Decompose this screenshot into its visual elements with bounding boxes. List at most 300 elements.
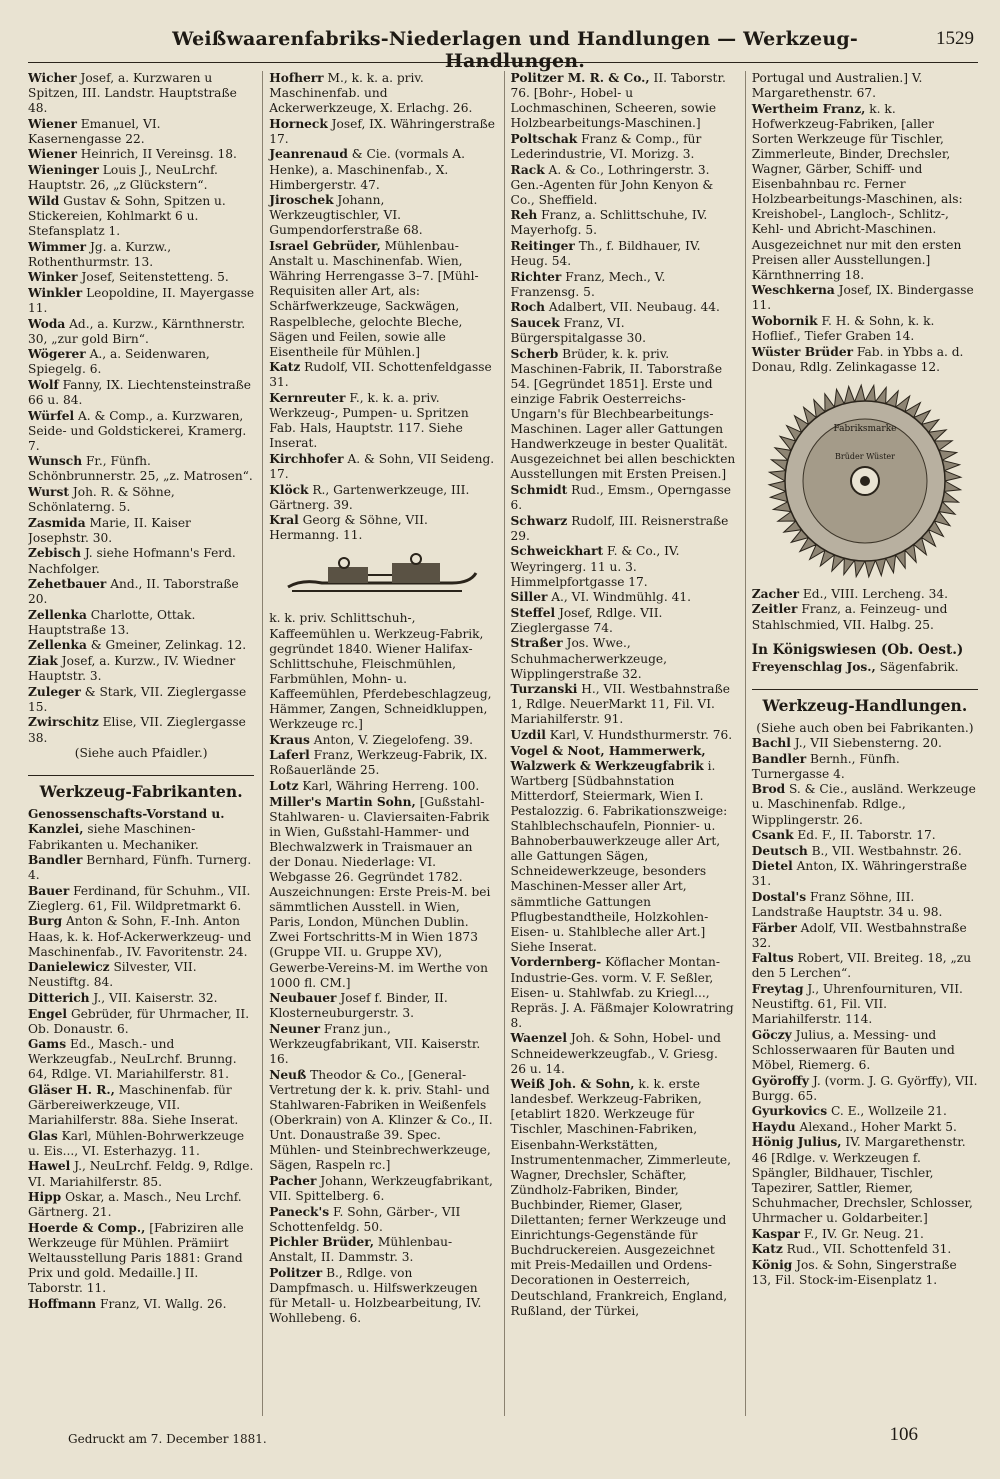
entry-text: Silvester, VII. Neustiftg. 84.: [28, 960, 197, 990]
entry-text: Franz jun., Werkzeugfabrikant, VII. Kaiserstr. 16.: [269, 1021, 481, 1067]
directory-entry: [511, 71, 737, 131]
entry-name: Hönig Julius,: [751, 1135, 842, 1150]
directory-entry: [28, 1221, 254, 1296]
entry-name: Neuner: [269, 1021, 321, 1036]
entry-name: Horneck: [269, 116, 328, 131]
entry-text: Sägenfabrik.: [879, 659, 959, 674]
entry-name: Uzdil: [510, 728, 546, 743]
directory-entry: [269, 779, 495, 794]
saw-label: Fabriksmarke: [833, 423, 897, 434]
entry-text: Josef, a. Kurzwaren u Spitzen, III. Landstr. Hauptstraße 48.: [28, 71, 237, 116]
directory-entry: [269, 795, 495, 991]
entry-name: Haydu: [751, 1119, 796, 1134]
entry-name: König: [751, 1257, 793, 1272]
entry-name: Wobornik: [751, 314, 818, 328]
entry-name: Zwirschitz: [28, 715, 99, 730]
column-1: [28, 71, 254, 1416]
entry-text: Ad., a. Kurzw., Kärnthnerstr. 30, „zur gold Birn“.: [28, 316, 246, 346]
entry-name: Csank: [751, 828, 794, 843]
entry-text: Louis J., NeuLrchf. Hauptstr. 26, „z Glückstern“.: [28, 163, 218, 193]
directory-entry: [511, 483, 737, 513]
entry-name: Bauer: [28, 883, 70, 898]
directory-entry: [28, 991, 254, 1006]
entry-name: Kaspar: [751, 1226, 800, 1241]
entry-name: Waenzel: [510, 1031, 567, 1046]
entry-text: Köflacher Montan-Industrie-Ges. vorm. V. F. Seßler, Eisen- u. Stahlwfab. zu Kriegl..., Repräs. J. A. Fäßmajer Kolowratring 8.: [510, 955, 734, 1030]
entry-name: Zellenka: [28, 638, 87, 653]
directory-entry: [28, 194, 254, 239]
directory-entry: [28, 1007, 254, 1037]
entry-name: Neubauer: [269, 991, 337, 1006]
directory-entry: [752, 752, 978, 782]
directory-entry: [28, 1037, 254, 1082]
directory-entry: [752, 602, 978, 632]
entry-name: Wieninger: [28, 163, 99, 178]
entry-name: Israel Gebrüder,: [269, 239, 381, 254]
entry-text: Mühlenbau-Anstalt u. Maschinenfab. Wien, Währing Herrengasse 3–7. [Mühl-Requisiten aller Art, als: Schärfwerkzeuge, Sackwägen, Raspelbleche, gelochte Bleche, Sägen und Feilen, sowie alle Eisentheile für Mühlen.]: [269, 239, 479, 359]
circular-saw-trademark-illustration: [765, 381, 965, 581]
entry-text: Anton, IX. Währingerstraße 31.: [751, 859, 967, 889]
entry-name: Hipp: [28, 1190, 62, 1205]
directory-entry: [28, 286, 254, 316]
entry-text: Joh. R. & Söhne, Schönlaterng. 5.: [28, 485, 175, 515]
entry-text: S. & Cie., ausländ. Werkzeuge u. Maschinenfab. Rdlge., Wipplingerstr. 26.: [751, 782, 976, 827]
entry-name: Wicher: [28, 71, 77, 85]
directory-entry: [269, 147, 495, 192]
directory-entry: [511, 514, 737, 544]
entry-text: [Gußstahl-Stahlwaren- u. Claviersaiten-Fabrik in Wien, Gußstahl-Hammer- und Blechwalzwerk in Traismauer an der Donau. Niederlage: VI. Webgasse 26. Gegründet 1782. Auszeichnungen: Erste Preis-M. bei sämmtlichen Ausstell. in Wien, Paris, London, München Dublin. Zwei Fortschritts-M in Wien 1873 (Gruppe VII. u. Gruppe XV), Gewerbe-Vereins-M. im Werthe von 1000 fl. CM.]: [269, 794, 491, 990]
sheet-number: 106: [889, 1424, 918, 1445]
entry-text: k. k. Hofwerkzeug-Fabriken, [aller Sorten Werkzeuge für Tischler, Zimmerleute, Binder, Drechsler, Wagner, Gärber, Schiff- und Eisenbahnbau rc. Ferner Holzbearbeitungs-Maschinen, als: Kreishobel-, Langloch-, Schlitz-, Kehl- und Abricht-Maschinen. Ausgezeichnet nur mit den ersten Preisen aller Ausstellungen.] Kärnthnerring 18.: [751, 101, 963, 282]
entry-text: Gebrüder, für Uhrmacher, II. Ob. Donaustr. 6.: [28, 1006, 250, 1036]
entry-name: Burg: [28, 914, 63, 929]
column-4-entries: [752, 71, 978, 375]
entry-text: A. & Comp., a. Kurzwaren, Seide- und Goldstickerei, Kramerg. 7.: [28, 408, 247, 453]
column-3: [504, 71, 737, 1416]
entry-name: Politzer: [269, 1265, 323, 1280]
entry-name: Steffel: [510, 605, 556, 620]
entry-text: Ed. F., II. Taborstr. 17.: [797, 828, 936, 843]
entry-text: Fr., Fünfh. Schönbrunnerstr. 25, „z. Matrosen“.: [28, 454, 253, 484]
directory-entry: [511, 590, 737, 605]
entry-text: Rud., Emsm., Operngasse 6.: [510, 483, 731, 513]
directory-entry: [752, 1242, 978, 1257]
entry-text: B., Rdlge. von Dampfmasch. u. Hilfswerkzeugen für Metall- u. Holzbearbeitung, IV. Wohllebeng. 6.: [269, 1265, 482, 1326]
directory-entry: [752, 951, 978, 981]
entry-name: Wiener: [28, 147, 77, 162]
directory-entry: [28, 163, 254, 193]
entry-text: Karl, Währing Herreng. 100.: [302, 778, 480, 793]
directory-entry: [28, 960, 254, 990]
entry-name: Göczy: [751, 1027, 792, 1042]
directory-entry: [752, 859, 978, 889]
entry-text: Marie, II. Kaiser Josephstr. 30.: [28, 515, 191, 545]
directory-entry: [511, 682, 737, 727]
entry-text: Fab. in Ybbs a. d. Donau, Rdlg. Zelinkagasse 12.: [751, 344, 964, 374]
entry-text: A. & Sohn, VII Seideng. 17.: [269, 451, 495, 481]
entry-text: Josef, IX. Währingerstraße 17.: [269, 116, 496, 146]
entry-text: B., VII. Westbahnstr. 26.: [811, 843, 962, 858]
entry-text: Josef, Rdlge. VII. Zieglergasse 74.: [510, 605, 663, 635]
column-2-entries-after: [269, 733, 495, 1327]
entry-name: Färber: [751, 920, 797, 935]
directory-entry: [752, 71, 978, 101]
entry-name: Laferl: [269, 748, 310, 763]
directory-entry: [28, 1159, 254, 1189]
see-also-note: (Siehe auch Pfaidler.): [74, 746, 208, 761]
entry-text: Fanny, IX. Liechtensteinstraße 66 u. 84.: [28, 377, 251, 407]
entry-name: Winkler: [28, 285, 83, 300]
entry-text: & Gmeiner, Zelinkag. 12.: [90, 638, 247, 653]
directory-entry: [752, 982, 978, 1027]
entry-text: Emanuel, VI. Kasernengasse 22.: [28, 116, 161, 146]
directory-entry: [269, 239, 495, 360]
entry-text: H., VII. Westbahnstraße 1, Rdlge. NeuerMarkt 11, Fil. VI. Mariahilferstr. 91.: [510, 682, 730, 727]
entry-name: Zehetbauer: [28, 577, 107, 592]
column-2-entries: [269, 71, 495, 543]
entry-name: Wiener: [28, 116, 77, 131]
directory-entry: [511, 132, 737, 162]
directory-entry: [511, 163, 737, 208]
print-date: Gedruckt am 7. December 1881.: [68, 1432, 267, 1446]
entry-name: Gyurkovics: [751, 1104, 828, 1119]
entry-name: Vordernberg-: [510, 955, 602, 970]
entry-name: Zebisch: [28, 546, 81, 561]
directory-entry: [269, 1174, 495, 1204]
saw-center-text: Brüder Wüster: [834, 451, 895, 461]
entry-name: Genossenschafts-Vorstand u. Kanzlei,: [28, 807, 225, 837]
directory-entry: [752, 1227, 978, 1242]
entry-name: Reh: [510, 208, 538, 223]
entry-text: Jg. a. Kurzw., Rothenthurmstr. 13.: [28, 239, 172, 269]
directory-entry: [28, 485, 254, 515]
entry-text: Franz, VI. Bürgerspitalgasse 30.: [510, 316, 647, 346]
entry-text: Brüder, k. k. priv. Maschinen-Fabrik, II. Taborstraße 54. [Gegründet 1851]. Erste und einzige Fabrik Oesterreichs-Ungarn's für Blechbearbeitungs-Maschinen. Lager aller Gattungen Handwerkzeuge in bester Qualität. Ausgezeichnet bei allen beschickten Ausstellungen mit Ersten Preisen.]: [510, 346, 736, 482]
entry-text: A., a. Seidenwaren, Spiegelg. 6.: [28, 347, 210, 377]
entry-name: Saucek: [510, 316, 560, 330]
entry-text: J., VII. Kaiserstr. 32.: [93, 990, 218, 1005]
entry-name: Gläser H. R.,: [28, 1083, 115, 1097]
directory-entry: [28, 1129, 254, 1159]
entry-text: R., Gartenwerkzeuge, III. Gärtnerg. 39.: [269, 482, 470, 512]
directory-entry: [752, 1104, 978, 1119]
entry-name: Roch: [510, 300, 546, 315]
directory-entry: [752, 1258, 978, 1288]
entry-text: Oskar, a. Masch., Neu Lrchf. Gärtnerg. 21.: [28, 1190, 242, 1220]
entry-name: Dostal's: [751, 889, 807, 904]
entry-text: Franz, a. Feinzeug- und Stahlschmied, VII. Halbg. 25.: [751, 602, 948, 632]
directory-entry: [752, 1074, 978, 1104]
entry-name: Zasmida: [28, 515, 86, 530]
entry-name: Freytag: [751, 982, 804, 997]
entry-name: Siller: [510, 590, 548, 605]
entry-text: J. siehe Hofmann's Ferd. Nachfolger.: [28, 546, 236, 576]
directory-entry: [511, 955, 737, 1030]
entry-text: Joh. & Sohn, Hobel- und Schneidewerkzeugfab., V. Griesg. 26 u. 14.: [510, 1031, 721, 1076]
entry-name: Hawel: [28, 1159, 71, 1174]
entry-name: Winker: [28, 270, 78, 285]
entry-text: F. H. & Sohn, k. k. Hoflief., Tiefer Graben 14.: [751, 314, 935, 344]
entry-text: Franz & Comp., für Lederindustrie, VI. Morizg. 3.: [510, 131, 702, 161]
directory-entry: [28, 1083, 254, 1128]
entry-name: Bandler: [28, 853, 83, 868]
directory-entry: [752, 283, 978, 313]
entry-text: Franz, VI. Wallg. 26.: [100, 1296, 227, 1311]
entry-text: Julius, a. Messing- und Schlosserwaaren für Bauten und Möbel, Riemerg. 6.: [751, 1027, 955, 1072]
entry-text: Josef, IX. Bindergasse 11.: [751, 283, 974, 313]
column-4-entries-after: [752, 587, 978, 633]
entry-text: Josef, Seitenstetteng. 5.: [81, 270, 229, 285]
entry-text: Franz, Mech., V. Franzensg. 5.: [510, 269, 666, 299]
entry-name: Engel: [28, 1006, 68, 1021]
entry-text: M., k. k. a. priv. Maschinenfab. und Ackerwerkzeuge, X. Erlachg. 26.: [269, 71, 473, 116]
directory-entry: [752, 1135, 978, 1226]
entry-text: F., k. k. a. priv. Werkzeug-, Pumpen- u. Spritzen Fab. Hals, Hauptstr. 117. Siehe Inserat.: [269, 390, 469, 451]
entry-name: Wögerer: [28, 347, 86, 362]
entry-name: Wolf: [28, 377, 59, 392]
entry-name: Katz: [751, 1242, 783, 1257]
entry-name: Reitinger: [510, 239, 575, 254]
entry-name: Poltschak: [510, 131, 578, 146]
entry-name: Pichler Brüder,: [269, 1235, 375, 1250]
directory-entry: [28, 1297, 254, 1312]
entry-text: Gustav & Sohn, Spitzen u. Stickereien, Kohlmarkt 6 u. Stefansplatz 1.: [28, 193, 226, 238]
entry-text: Portugal und Australien.] V. Margarethenstr. 67.: [751, 71, 923, 101]
entry-name: Jiroschek: [269, 193, 334, 208]
directory-entry: [511, 1031, 737, 1076]
column-2: [262, 71, 495, 1416]
entry-name: Wurst: [28, 485, 69, 500]
directory-entry: [269, 1205, 495, 1235]
entry-text: Robert, VII. Breiteg. 18, „zu den 5 Lerchen“.: [751, 951, 972, 981]
entry-name: Neuß: [269, 1067, 307, 1082]
directory-entry: [752, 921, 978, 951]
entry-text: Rudolf, III. Reisnerstraße 29.: [510, 513, 729, 543]
entry-text: II. Taborstr. 76. [Bohr-, Hobel- u Lochmaschinen, Scheeren, sowie Holzbearbeitungs-Maschinen.]: [510, 71, 726, 131]
entry-name: Straßer: [510, 636, 563, 651]
entry-text: Elise, VII. Zieglergasse 38.: [28, 715, 246, 745]
directory-entry: [28, 454, 254, 484]
entry-text: i. Wartberg [Südbahnstation Mitterdorf, Steiermark, Wien I. Pestalozzig. 6. Fabrikationszweige: Stahlblechschaufeln, Pionnier- u. Bahnoberbauwerkzeuge aller Art, alle Gattungen Sägen, Schneidewerkzeuge, besonders Maschinen-Messer aller Art, sämmtliche Gattungen Pflugbestandtheile, Holzkohlen-Eisen- u. Stahlbleche aller Art.] Siehe Inserat.: [510, 758, 728, 954]
entry-text: & Cie. (vormals A. Henke), a. Maschinenfab., X. Himbergerstr. 47.: [269, 147, 465, 192]
entry-name: Deutsch: [751, 843, 808, 858]
directory-entry: [28, 608, 254, 638]
entry-name: Kraus: [269, 732, 310, 747]
directory-entry: [752, 736, 978, 751]
entry-name: Scherb: [510, 346, 559, 361]
directory-entry: [511, 239, 737, 269]
directory-entry: [269, 1068, 495, 1174]
directory-entry: [28, 638, 254, 653]
entry-text: IV. Margarethenstr. 46 [Rdlge. v. Werkzeugen f. Spängler, Bildhauer, Tischler, Tapezirer, Sattler, Riemer, Schuhmacher, Drechsler, Schlosser, Uhrmacher u. Goldarbeiter.]: [751, 1135, 973, 1225]
directory-entry: [752, 1028, 978, 1073]
columns: [28, 71, 978, 1416]
directory-entry: [269, 1235, 495, 1265]
entry-text: Rud., VII. Schottenfeld 31.: [786, 1242, 952, 1257]
directory-entry: [28, 807, 254, 852]
entry-text: J., VII Siebensterng. 20.: [794, 736, 942, 751]
directory-entry: [269, 513, 495, 543]
entry-text: J., NeuLrchf. Feldg. 9, Rdlge. VI. Mariahilferstr. 85.: [28, 1159, 254, 1189]
entry-text: Mühlenbau-Anstalt, II. Dammstr. 3.: [269, 1235, 453, 1265]
entry-text: Maschinenfab. für Gärbereiwerkzeuge, VII. Mariahilferstr. 88a. Siehe Inserat.: [28, 1083, 239, 1128]
entry-name: Gams: [28, 1037, 67, 1052]
handlungen-entries: [752, 736, 978, 1288]
directory-entry: [752, 345, 978, 375]
entry-text: Franz, Werkzeug-Fabrik, IX. Roßauerlände 25.: [269, 748, 488, 778]
entry-name: Wunsch: [28, 454, 83, 469]
directory-entry: [511, 270, 737, 300]
directory-entry: [752, 102, 978, 283]
entry-name: Ditterich: [28, 990, 90, 1005]
entry-name: Kral: [269, 513, 299, 528]
entry-name: Györoffy: [751, 1073, 810, 1088]
entry-name: Paneck's: [269, 1204, 330, 1219]
entry-name: Rack: [510, 162, 545, 177]
entry-text: Rudolf, VII. Schottenfeldgasse 31.: [269, 360, 492, 390]
entry-text: F., IV. Gr. Neug. 21.: [803, 1226, 924, 1241]
column-1-entries: [28, 71, 254, 746]
directory-entry: [752, 314, 978, 344]
entry-text: J. (vorm. J. G. Györffy), VII. Burgg. 65.: [751, 1073, 978, 1103]
directory-entry: [269, 117, 495, 147]
entry-text: Adolf, VII. Westbahnstraße 32.: [751, 920, 967, 950]
directory-entry: [28, 1190, 254, 1220]
entry-name: Faltus: [751, 951, 794, 966]
directory-entry: [511, 316, 737, 346]
directory-entry: [511, 744, 737, 955]
entry-name: Hofherr: [269, 71, 324, 85]
entry-name: Politzer M. R. & Co.,: [510, 71, 650, 85]
entry-text: Bernh., Fünfh. Turnergasse 4.: [751, 751, 900, 781]
entry-text: Johann, Werkzeugfabrikant, VII. Spittelberg. 6.: [269, 1173, 493, 1203]
directory-entry: [28, 884, 254, 914]
directory-entry: [269, 748, 495, 778]
entry-text: C. E., Wollzeile 21.: [830, 1104, 947, 1119]
entry-text: Anton, V. Ziegelofeng. 39.: [313, 732, 473, 747]
entry-name: Wild: [28, 193, 60, 208]
directory-entry: [511, 728, 737, 743]
entry-name: Turzanski: [510, 682, 578, 697]
entry-text: Karl, Mühlen-Bohrwerkzeuge u. Eis..., VI. Esterhazyg. 11.: [28, 1128, 245, 1158]
entry-text: Anton & Sohn, F.-Inh. Anton Haas, k. k. Hof-Ackerwerkzeug- und Maschinenfab., IV. Favoritenstr. 24.: [28, 914, 252, 959]
entry-name: Hoffmann: [28, 1296, 97, 1311]
entry-name: Weiß Joh. & Sohn,: [510, 1077, 635, 1092]
entry-text: A. & Co., Lothringerstr. 3. Gen.-Agenten für John Kenyon & Co., Sheffield.: [510, 162, 714, 207]
directory-entry: [269, 1022, 495, 1067]
entry-name: Zacher: [751, 586, 800, 601]
entry-text: siehe Maschinen-Fabrikanten u. Mechaniker.: [28, 822, 199, 852]
directory-entry: [511, 208, 737, 238]
entry-name: Hoerde & Comp.,: [28, 1220, 146, 1235]
entry-name: Schmidt: [510, 483, 568, 498]
directory-entry: [511, 636, 737, 681]
entry-text: J., Uhrenfournituren, VII. Neustiftg. 61, Fil. VII. Mariahilferstr. 114.: [751, 982, 963, 1027]
page-header: [28, 22, 978, 72]
entry-text: Georg & Söhne, VII. Hermanng. 11.: [269, 513, 428, 543]
entry-text: Ed., VIII. Lercheng. 34.: [802, 586, 949, 601]
entry-name: Vogel & Noot, Hammerwerk, Walzwerk & Werkzeugfabrik: [510, 743, 706, 773]
directory-entry: [752, 587, 978, 602]
fabrikanten-entries: [28, 807, 254, 1312]
directory-entry: [269, 193, 495, 238]
directory-entry: [28, 378, 254, 408]
entry-text: Karl, V. Hundsthurmerstr. 76.: [549, 728, 733, 743]
directory-entry: [28, 270, 254, 285]
entry-text: Franz Söhne, III. Landstraße Hauptstr. 34 u. 98.: [751, 889, 943, 920]
entry-text: F. & Co., IV. Weyringerg. 11 u. 3. Himmelpfortgasse 17.: [510, 544, 680, 589]
entry-text: Leopoldine, II. Mayergasse 11.: [28, 285, 255, 315]
entry-name: Schweickhart: [510, 544, 604, 559]
entry-text: Th., f. Bildhauer, IV. Heug. 54.: [510, 239, 701, 269]
entry-text: [Fabriziren alle Werkzeuge für Mühlen. Prämiirt Weltausstellung Paris 1881: Grand Prix und gold. Medaille.] II. Taborstr. 11.: [28, 1220, 244, 1296]
directory-entry: [28, 409, 254, 454]
entry-text: Johann, Werkzeugtischler, VI. Gumpendorferstraße 68.: [269, 193, 423, 238]
entry-text: Ferdinand, für Schuhm., VII. Zieglerg. 61, Fil. Wildpretmarkt 6.: [28, 883, 251, 913]
directory-entry: [511, 606, 737, 636]
directory-entry: [269, 452, 495, 482]
section-title-handlungen: Werkzeug-Handlungen.: [752, 689, 978, 713]
koenigswiesen-entry: [752, 660, 978, 675]
directory-entry: [28, 577, 254, 607]
entry-text: & Stark, VII. Zieglergasse 15.: [28, 684, 247, 714]
directory-entry: [511, 300, 737, 315]
illustration-caption: k. k. priv. Schlittschuh-, Kaffeemühlen u. Werkzeug-Fabrik, gegründet 1840. Wiener Halifax-Schlittschuhe, Fleischmühlen, Farbmühlen, Mohn- u. Kaffeemühlen, Pferdebeschlagzeug, Hämmer, Zangen, Schneidkluppen, Werkzeuge rc.]: [269, 611, 492, 732]
directory-entry: [752, 782, 978, 827]
entry-name: Richter: [510, 269, 562, 284]
directory-entry: [28, 147, 254, 162]
directory-entry: [269, 71, 495, 116]
entry-name: Lotz: [269, 778, 299, 793]
entry-text: And., II. Taborstraße 20.: [28, 577, 239, 607]
entry-text: Adalbert, VII. Neubaug. 44.: [548, 300, 720, 315]
entry-text: Theodor & Co., [General-Vertretung der k. k. priv. Stahl- und Stahlwaren-Fabriken in Weißenfels (Oberkrain) von A. Klinzer & Co., II. Unt. Donaustraße 39. Spec. Mühlen- und Steinbrechwerkzeuge, Sägen, Raspeln rc.]: [269, 1067, 493, 1173]
column-4: [745, 71, 978, 1416]
directory-entry: [269, 391, 495, 451]
entry-text: Bernhard, Fünfh. Turnerg. 4.: [28, 853, 252, 883]
page-title: Weißwaarenfabriks-Niederlagen und Handlungen — Werkzeug-Handlungen.: [172, 28, 858, 72]
directory-entry: [28, 546, 254, 576]
directory-entry: [28, 71, 254, 116]
entry-name: Pacher: [269, 1173, 317, 1188]
entry-name: Glas: [28, 1128, 58, 1143]
directory-entry: [28, 853, 254, 883]
directory-entry: [28, 347, 254, 377]
directory-entry: [28, 117, 254, 147]
entry-name: Bachl: [751, 736, 791, 751]
entry-name: Bandler: [751, 751, 807, 766]
directory-entry: [28, 685, 254, 715]
entry-name: Wüster Brüder: [751, 344, 853, 359]
entry-name: Klöck: [269, 482, 309, 497]
entry-name: Zeitler: [751, 602, 798, 617]
directory-entry: [269, 733, 495, 748]
directory-entry: [269, 1266, 495, 1326]
entry-name: Miller's Martin Sohn,: [269, 794, 416, 809]
column-3-entries: [511, 71, 737, 1319]
entry-name: Würfel: [28, 408, 75, 423]
entry-text: k. k. erste landesbef. Werkzeug-Fabriken, [etablirt 1820. Werkzeuge für Tischler, Maschinen-Fabriken, Eisenbahn-Werkstätten, Instrumentenmacher, Zimmerleute, Wagner, Drechsler, Schäfter, Zündholz-Fabriken, Binder, Buchbinder, Riemer, Glaser, Dilettanten; ferner Werkzeuge und Einrichtungs-Gegenstände für Buchdruckereien. Ausgezeichnet mit Preis-Medaillen und Ordens-Decorationen in Oesterreich, Deutschland, Frankreich, England, Rußland, der Türkei,: [510, 1077, 731, 1318]
koenigswiesen-heading: In Königswiesen (Ob. Oest.): [751, 641, 964, 658]
directory-entry: [752, 1120, 978, 1135]
entry-name: Danielewicz: [28, 960, 110, 975]
directory-entry: [28, 715, 254, 745]
directory-entry: [511, 347, 737, 483]
entry-name: Dietel: [751, 859, 793, 874]
directory-entry: [269, 483, 495, 513]
entry-name: Jeanrenaud: [269, 147, 348, 162]
ice-skate-illustration: [282, 549, 482, 605]
